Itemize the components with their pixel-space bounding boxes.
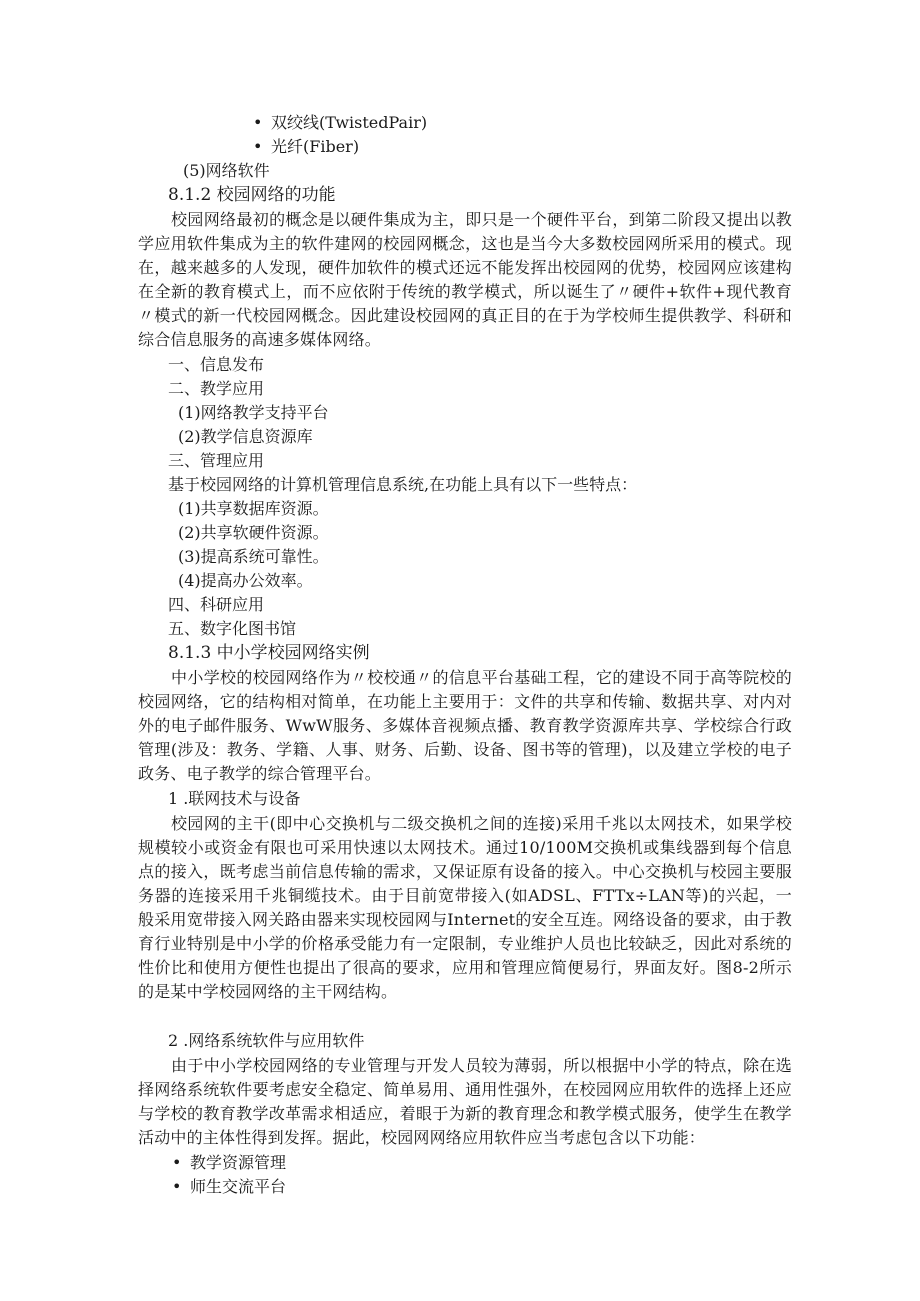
list-item: • 教学资源管理 [172, 1153, 287, 1172]
paragraph-software: 由于中小学校园网络的专业管理与开发人员较为薄弱，所以根据中小学的特点，除在选择网络系统软件要考虑安全稳定、简单易用、通用性强外，在校园网应用软件的选择上还应与学校的教育教学改革需求相适应，着眼于为新的教育理念和教学模式服务，使学生在教学活动中的主体性得到发挥。据此，校园网网络应用软件应当考虑包含以下功能： [138, 1056, 792, 1147]
function-heading-3: 三、管理应用 [168, 451, 265, 470]
function-heading-2: 二、教学应用 [168, 379, 265, 398]
list-item: (3)提高系统可靠性。 [178, 547, 329, 566]
list-item: (2)共享软硬件资源。 [178, 523, 329, 542]
bullet-icon: • [172, 1177, 182, 1196]
list-item: (2)教学信息资源库 [178, 427, 313, 446]
section-heading-8-1-2: 8.1.2 校园网络的功能 [168, 185, 336, 205]
list-item: (1)网络教学支持平台 [178, 403, 329, 422]
subsection-heading-2: 2 .网络系统软件与应用软件 [168, 1031, 365, 1050]
list-item-network-software: (5)网络软件 [183, 161, 270, 180]
section-heading-8-1-3: 8.1.3 中小学校园网络实例 [168, 643, 370, 663]
subsection-heading-1: 1 .联网技术与设备 [168, 789, 301, 808]
list-item: (1)共享数据库资源。 [178, 499, 329, 518]
paragraph-school-network-example: 中小学校的校园网络作为〃校校通〃的信息平台基础工程，它的建设不同于高等院校的校园网络，它的结构相对简单，在功能上主要用于：文件的共享和传输、数据共享、对内对外的电子邮件服务、WwW服务、多媒体音视频点播、教育教学资源库共享、学校综合行政管理(涉及：教务、学籍、人事、财务、后勤、设备、图书等的管理)，以及建立学校的电子政务、电子教学的综合管理平台。 [138, 668, 792, 783]
function-heading-5: 五、数字化图书馆 [168, 619, 297, 638]
bullet-icon: • [253, 113, 263, 132]
function-heading-1: 一、信息发布 [168, 355, 265, 374]
bullet-icon: • [172, 1153, 182, 1172]
management-intro: 基于校园网络的计算机管理信息系统,在功能上具有以下一些特点： [168, 475, 638, 494]
bullet-icon: • [253, 137, 263, 156]
list-item: • 师生交流平台 [172, 1177, 287, 1196]
list-item: • 光纤(Fiber) [253, 137, 360, 156]
list-item: (4)提高办公效率。 [178, 571, 313, 590]
paragraph-campus-network-function: 校园网络最初的概念是以硬件集成为主，即只是一个硬件平台，到第二阶段又提出以教学应用软件集成为主的软件建网的校园网概念，这也是当今大多数校园网所采用的模式。现在，越来越多的人发现，硬件加软件的模式还远不能发挥出校园网的优势，校园网应该建构在全新的教育模式上，而不应依附于传统的教学模式，所以诞生了〃硬件+软件+现代教育〃模式的新一代校园网概念。因此建设校园网的真正目的在于为学校师生提供教学、科研和综合信息服务的高速多媒体网络。 [138, 210, 792, 349]
paragraph-networking-technology: 校园网的主干(即中心交换机与二级交换机之间的连接)采用千兆以太网技术，如果学校规模较小或资金有限也可采用快速以太网技术。通过10/100M交换机或集线器到每个信息点的接入，既考虑当前信息传输的需求，又保证原有设备的接入。中心交换机与校园主要服务器的连接采用千兆铜缆技术。由于目前宽带接入(如ADSL、FTTx÷LAN等)的兴起，一般采用宽带接入网关路由器来实现校园网与Internet的安全互连。网络设备的要求，由于教育行业特别是中小学的价格承受能力有一定限制，专业维护人员也比较缺乏，因此对系统的性价比和使用方便性也提出了很高的要求，应用和管理应简便易行，界面友好。图8-2所示的是某中学校园网络的主干网结构。 [138, 814, 792, 1001]
function-heading-4: 四、科研应用 [168, 595, 265, 614]
list-item: • 双绞线(TwistedPair) [253, 113, 428, 132]
